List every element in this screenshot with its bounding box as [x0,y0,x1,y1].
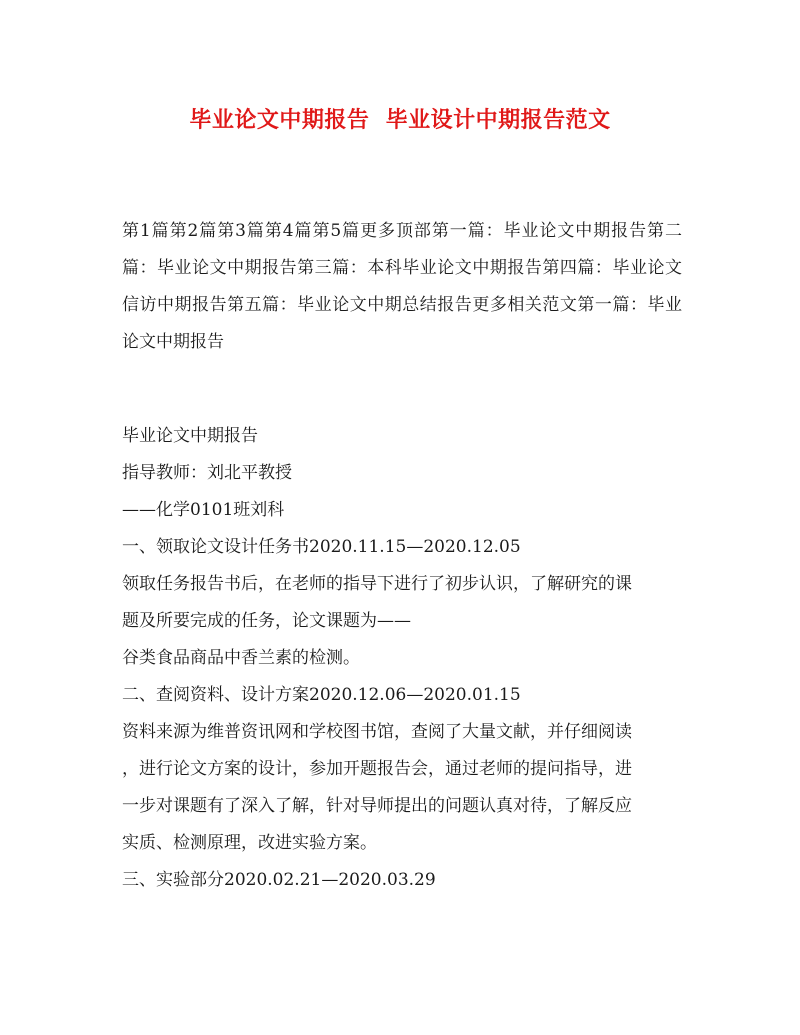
section-heading-3: 三、实验部分2020.02.21—2020.03.29 [122,870,436,890]
text-line: 一步对课题有了深入了解，针对导师提出的问题认真对待，了解反应 [122,796,632,816]
body-text [122,418,682,899]
text-line-report-heading: 毕业论文中期报告 [122,426,258,446]
document-title: 毕业论文中期报告 毕业设计中期报告范文 [189,107,611,133]
text-line: ，进行论文方案的设计，参加开题报告会，通过老师的提问指导，进 [122,759,632,779]
section-heading-1: 一、领取论文设计任务书2020.11.15—2020.12.05 [122,537,521,557]
text-line: 题及所要完成的任务，论文课题为—— [122,611,411,631]
text-line-author: ——化学0101班刘科 [122,500,285,520]
section-heading-2: 二、查阅资料、设计方案2020.12.06—2020.01.15 [122,685,521,705]
intro-paragraph: 第1篇第2篇第3篇第4篇第5篇更多顶部第一篇：毕业论文中期报告第二篇：毕业论文中期报告第三篇：本科毕业论文中期报告第四篇：毕业论文信访中期报告第五篇：毕业论文中期总结报告更多相关范文第一篇：毕业论文中期报告 [122,221,682,352]
text-line: 资料来源为维普资讯网和学校图书馆，查阅了大量文献，并仔细阅读 [122,722,632,742]
text-line-advisor: 指导教师：刘北平教授 [122,463,292,483]
text-line: 实质、检测原理，改进实验方案。 [122,833,377,853]
text-line: 领取任务报告书后，在老师的指导下进行了初步认识，了解研究的课 [122,574,632,594]
text-line: 谷类食品商品中香兰素的检测。 [122,648,360,668]
